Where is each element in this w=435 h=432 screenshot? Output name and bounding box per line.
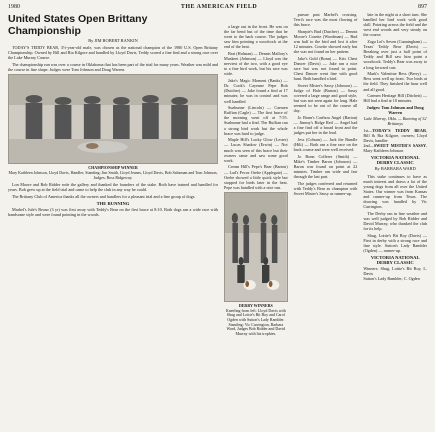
derby-heading: VICTORIA NATIONAL DERBY CLASSIC [370, 155, 420, 166]
winner-detail: , Mary Kathleen Johnson [363, 143, 428, 154]
photo-2-caption [224, 304, 288, 337]
judges-heading: Judges: Tom Johnson and Doug Warren [366, 105, 424, 116]
paragraph: late in the night at a short turn. She handled her bird work with good skill. Pointing across the field and the west end woods and very steady on the course. [363, 12, 428, 38]
judges-block [363, 105, 427, 125]
paragraph: Zaga Lei's Seven (Cunningham) — Texas' Teddy Bear (Davis) — Breaking over just a half point of Teddy and Bill saw him point a woodcock. Teddy's Bear was away to a long forward cast. [363, 39, 428, 70]
paragraph: pursue past Marbel's crossing. Terri's race was the most flowing of this brace. [293, 12, 358, 28]
column-2-text [224, 24, 288, 190]
derby-winner-entry: Sutton's Lady Rambler, C. Ogden [363, 276, 420, 282]
byline: By JIM ROBERT RANKIN [88, 38, 138, 43]
photo-people-illustration [9, 75, 217, 163]
photo-1-caption-text: Mary Kathleen Johnson, Lloyd Davis, Handler, Standing; Jim Smith, Lloyd Jeanes, Lloyd Davis, Bob Saltzman and Tom Johnson, Judges; Ross Ridgeway. [8, 169, 218, 180]
winner-place: 2nd— [363, 143, 374, 149]
derby-photo [224, 192, 288, 302]
running-heading: THE RUNNING [96, 201, 130, 207]
championship-photo [8, 74, 218, 164]
column-4 [363, 12, 427, 428]
paragraph: Sharpie's Bud (Dutcher) — Dennis Moore's Cosette (Woodman) — Bud was half to the bird and lost it after 12 minutes. Cosette showed early but she was not found on her pattern. [293, 28, 358, 55]
paragraph: The Derby ran in fine weather and was well judged by Bob Ridder and David Murray, who thanked the club for its help. [363, 210, 428, 232]
winner-entry [363, 128, 427, 143]
paragraph: The judges conferred and returned with Teddy's Bear as champion with Sweet Mister's Sassy as runner-up. [293, 181, 358, 197]
photo-1-caption [8, 166, 218, 180]
derby-winners-heading: VICTORIA NATIONAL DERBY CLASSIC [370, 255, 420, 266]
column-4-text [363, 12, 427, 103]
column-4-end-text [363, 174, 427, 254]
derby-winners-list [363, 266, 427, 281]
column-3 [294, 12, 358, 428]
derby-byline: By BARBARA WARD [374, 166, 416, 172]
paragraph: Carmen Heritage Hill (Ditchett) — Hill had a find at 10 minutes. [363, 93, 428, 104]
article-columns [8, 12, 427, 428]
photo-derby-illustration [225, 193, 287, 301]
paragraph: Lon Moore and Bob Ridder rode the gallery and thanked the founders of the stake. Both have trained and handled for years. Bob grew up at the field trial and came to help the club in any way he could. [8, 182, 218, 193]
page-number-right: 897 [418, 3, 427, 10]
column-2 [224, 12, 288, 428]
photo-1-caption-title: CHAMPIONSHIP WINNER [88, 165, 138, 171]
article-title: United States Open Brittany Championship [8, 13, 148, 37]
paragraph: The championship run was over a course in Oklahoma that has been part of the trial for many years. Weather was mild and the course in fine shape. Judges were Tom Johnson and Doug Warren. [8, 61, 218, 73]
column-3-text [294, 12, 358, 196]
paragraph: Shug, Lottie's Bit Boy (Davis) — First in derby with a strong race and fine style. Sutton's Lady Rambler (Ogden) — runner-up. [363, 232, 428, 253]
judges-subheading: Lake Murray, Okla. — Running of 32 Brittanys [363, 115, 427, 126]
paragraph: The Brittany Club of America thanks all the owners and handlers for a pleasant trial and a fine group of dogs. [12, 194, 196, 200]
paragraph: This stake continues to have as much interest and draws a lot of the young dogs from all over the United States. Our winner was from Kansas and runner-up from Texas. The drawing was handled by Vic Carrington. [363, 173, 428, 210]
winners-list [363, 128, 427, 153]
paragraph: Jake's Gold (Bonn) — Kris Chest Dancer (Davis) — Jake ran a nice race but was not found to point. Chest Dancer went fine with good hunt. Both handled a bird. [293, 55, 358, 82]
winner-detail: , Bill & Ria Kilgore, owners; Lloyd Davis, handler [363, 127, 428, 143]
paragraph: Sweet Mister's Sassy (Johnson) — Judge of Hale (Barton) — Sassy covered a large range and good style, but was not seen again for long. Hale seemed to be out of the course all day. [293, 83, 358, 114]
photo-2-caption-text: Kneeling from left: Lloyd Davis with Shug and Lottie's Bit Boy and Carol Ogden with Sutton's Lady Rambler. Standing: Vic Carrington, Barbara Ward, Judges Bob Ridder and David Murray with his trophies. [225, 307, 286, 337]
page-header [8, 2, 427, 11]
winner-entry [363, 143, 427, 153]
paragraph: Jo Bonn Collerer (Smith) — Mike's Timber Baron (Johnson) — Baron was found on point at 22 minutes. Timber ran wide and fast through the last part. [293, 154, 358, 180]
publication-name: THE AMERICAN FIELD [180, 3, 258, 10]
column-1-text [8, 45, 218, 72]
photo-2-caption-title: DERBY WINNERS [238, 302, 273, 308]
paragraph: Jake's Magic Moment (Banks) — Dr. Cook's Cayenne Pepe Bob (Dutcher) — Jake found a find at 17 minutes; he was in control and was well handled. [224, 78, 288, 104]
paragraph: Suzbunne (Lincoln) — Carmen Ruffian (Cagle) — The first brace of the morning went off at 7:55. Suzbunne had a find. The Ruffian ran a strong bird work but the whole brace was hard to judge. [224, 105, 288, 136]
paragraph: Marbel's Jule's Bruno (3 yr) was first away with Teddy's Bear on the first brace at 8:10. Both dogs ran a wide race with handsome style and were found pointing in the woods. [8, 207, 218, 218]
paragraph: TODAY'S TEDDY BEAR, 3½-year-old male, was chosen as the national champion of the 1980 U.S. Open Brittany Championship. Owned by Bill and Ria Kilgore and handled by Lloyd Davis, Teddy scored a fine find and a strong race over the Lake Murray Course. [8, 45, 218, 61]
paragraph: Brat (Holman) — Dennis Mallory's Muskeet (Johnson) — Lloyd was the nerviest of the two, with a good eye to a fine bird work, but his race was wide. [224, 51, 288, 77]
paragraph: Mark's Valentine Bess (Berry) — Bess went well up front. Two birds at the field. They finished the hour well and all good. [363, 71, 428, 92]
column-1-end-text [8, 207, 218, 217]
paragraph: Cream Hill's Pepe's Bear (Barton) — Lad's Pecos Orebe (Applegate) — Orebe showed a little quick style but stopped for birds later in the heat. Pepe was handled with a nice run. [224, 164, 288, 190]
paragraph: Jo Bonn's Caribou Angel (Barton) — Jimmy's Ridge Red — Angel had a fine find off a broad front and the judges put her in the lead. [293, 115, 358, 136]
derby-winner-entry: Winners: Shug, Lottie's Bit Boy, L. Davis [363, 266, 428, 277]
paragraph: Maple Hill's Lucky Glow (Lester) — Lucas Shadow (Erwin) — Not much was seen of this brace but their owners came and saw some good work. [224, 137, 288, 163]
winner-name: SWEET MISTER'S SASSY [373, 143, 426, 149]
column-1 [8, 12, 218, 428]
winner-place: 1st— [363, 127, 373, 133]
paragraph: Jess (Coburn) — Jack the Bundle (Hili) — Both ran a fine race on the back course and were well received. [293, 137, 358, 153]
winner-name: TODAY'S TEDDY BEAR [372, 127, 426, 133]
paragraph: a large out in the front. He was on the far bend but of the time that he went to the back course. The judges saw him pointing a woodcock at the end of the heat. [224, 24, 288, 50]
column-1-more-text [8, 182, 218, 199]
page-number-left: 1980 [8, 3, 20, 10]
